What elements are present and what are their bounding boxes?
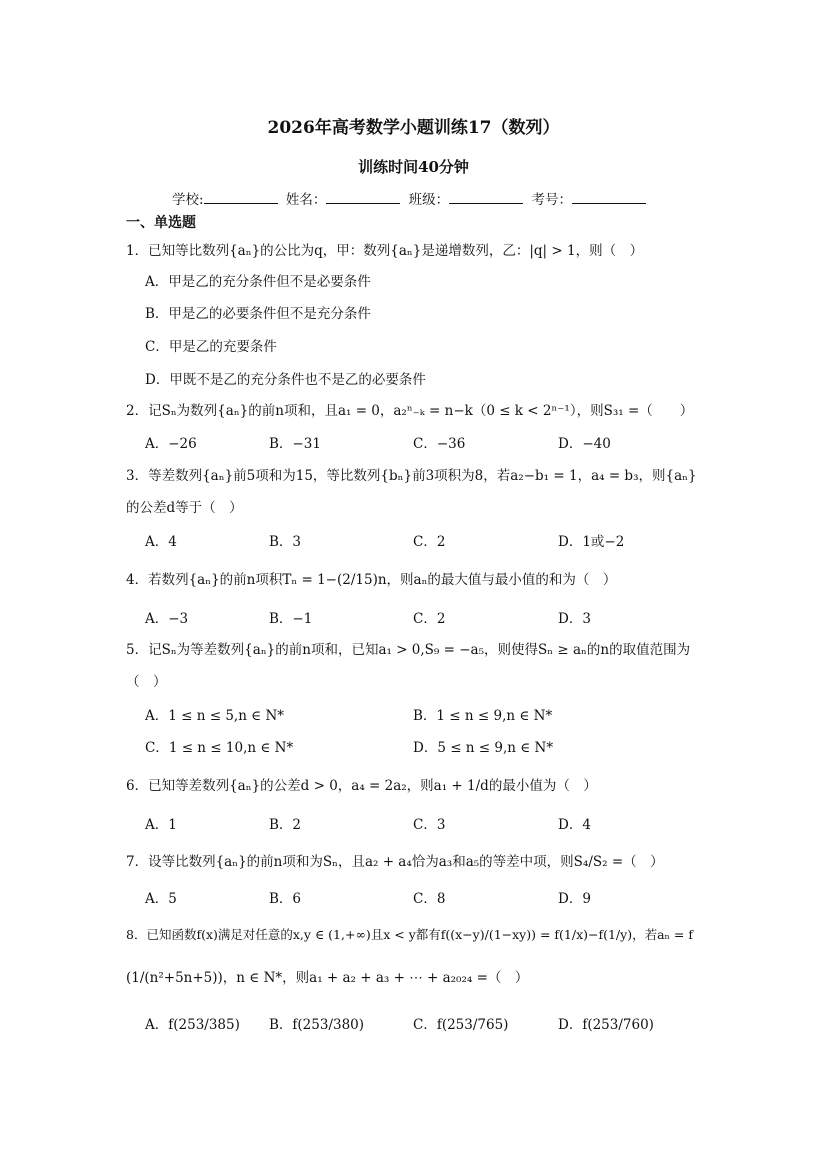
page-title: 2026年高考数学小题训练17（数列） xyxy=(267,118,560,138)
question-4-option-d: D．3 xyxy=(558,611,591,627)
question-6-option-d: D．4 xyxy=(558,817,591,833)
question-7-stem: 7．设等比数列{aₙ}的前n项和为Sₙ，且a₂ + a₄恰为a₃和a₅的等差中项，则S₄/S₂ =（ ） xyxy=(126,854,664,870)
exam-number-blank[interactable] xyxy=(572,189,646,204)
class-label: 班级： xyxy=(408,192,450,208)
school-blank[interactable] xyxy=(204,189,278,204)
name-label: 姓名： xyxy=(285,192,327,208)
question-1-option-d: D．甲既不是乙的充分条件也不是乙的必要条件 xyxy=(145,372,426,388)
question-2-option-c: C．−36 xyxy=(413,436,466,452)
question-5-option-c: C．1 ≤ n ≤ 10,n ∈ N* xyxy=(145,740,294,756)
section-heading: 一、单选题 xyxy=(126,215,196,231)
question-3-option-b: B．3 xyxy=(269,534,302,550)
question-8-stem-line-2: (1/(n²+5n+5))，n ∈ N*，则a₁ + a₂ + a₃ + ⋯ + a₂₀₂₄ =（ ） xyxy=(126,970,529,986)
question-2-option-d: D．−40 xyxy=(558,436,611,452)
question-7-option-c: C．8 xyxy=(413,891,446,907)
question-1-option-c: C．甲是乙的充要条件 xyxy=(145,339,277,355)
question-4-stem: 4．若数列{aₙ}的前n项积Tₙ = 1−(2/15)n，则aₙ的最大值与最小值的和为（ ） xyxy=(126,572,617,588)
question-3-stem-line-2: 的公差d等于（ ） xyxy=(126,500,243,516)
question-2-option-a: A．−26 xyxy=(145,436,197,452)
question-5-stem-line-1: 5．记Sₙ为等差数列{aₙ}的前n项和，已知a₁ > 0,S₉ = −a₅，则使得Sₙ ≥ aₙ的n的取值范围为 xyxy=(126,642,691,658)
question-7-option-a: A．5 xyxy=(145,891,177,907)
question-6-option-a: A．1 xyxy=(145,817,177,833)
question-4-option-a: A．−3 xyxy=(145,611,189,627)
question-7-option-d: D．9 xyxy=(558,891,591,907)
student-info-row xyxy=(172,188,650,208)
question-8-option-b: B．f(253/380) xyxy=(269,1017,365,1033)
question-8-stem-line-1: 8．已知函数f(x)满足对任意的x,y ∈ (1,+∞)且x < y都有f((x−y)/(1−xy)) = f(1/x)−f(1/y)，若aₙ = f xyxy=(126,927,693,942)
question-8-option-c: C．f(253/765) xyxy=(413,1017,509,1033)
question-5-stem-line-2: （ ） xyxy=(126,674,167,690)
question-1-option-b: B．甲是乙的必要条件但不是充分条件 xyxy=(145,306,371,322)
question-6-option-b: B．2 xyxy=(269,817,302,833)
question-6-option-c: C．3 xyxy=(413,817,446,833)
question-2-stem: 2．记Sₙ为数列{aₙ}的前n项和，且a₁ = 0，a₂ⁿ₋ₖ = n−k（0 ≤ k < 2ⁿ⁻¹），则S₃₁ =（ ） xyxy=(126,403,694,419)
exam-number-label: 考号： xyxy=(531,192,572,208)
class-blank[interactable] xyxy=(449,189,523,204)
question-8-option-d: D．f(253/760) xyxy=(558,1017,654,1033)
question-1-option-a: A．甲是乙的充分条件但不是必要条件 xyxy=(145,274,371,290)
question-3-option-c: C．2 xyxy=(413,534,446,550)
question-4-option-c: C．2 xyxy=(413,611,446,627)
question-3-option-a: A．4 xyxy=(145,534,177,550)
question-8-option-a: A．f(253/385) xyxy=(145,1017,240,1033)
question-2-option-b: B．−31 xyxy=(269,436,321,452)
question-1-stem: 1．已知等比数列{aₙ}的公比为q，甲：数列{aₙ}是递增数列，乙：|q| > 1，则（ ） xyxy=(126,243,644,259)
school-label: 学校: xyxy=(172,192,204,208)
question-7-option-b: B．6 xyxy=(269,891,302,907)
question-5-option-a: A．1 ≤ n ≤ 5,n ∈ N* xyxy=(145,708,285,724)
name-blank[interactable] xyxy=(326,189,400,204)
question-3-option-d: D．1或−2 xyxy=(558,534,625,550)
question-6-stem: 6．已知等差数列{aₙ}的公差d > 0，a₄ = 2a₂，则a₁ + 1/d的最小值为（ ） xyxy=(126,778,597,794)
page-subtitle: 训练时间40分钟 xyxy=(358,158,469,176)
question-5-option-b: B．1 ≤ n ≤ 9,n ∈ N* xyxy=(413,708,553,724)
question-5-option-d: D．5 ≤ n ≤ 9,n ∈ N* xyxy=(413,740,554,756)
question-3-stem-line-1: 3．等差数列{aₙ}前5项和为15，等比数列{bₙ}前3项积为8，若a₂−b₁ = 1，a₄ = b₃，则{aₙ} xyxy=(126,468,697,484)
question-4-option-b: B．−1 xyxy=(269,611,313,627)
